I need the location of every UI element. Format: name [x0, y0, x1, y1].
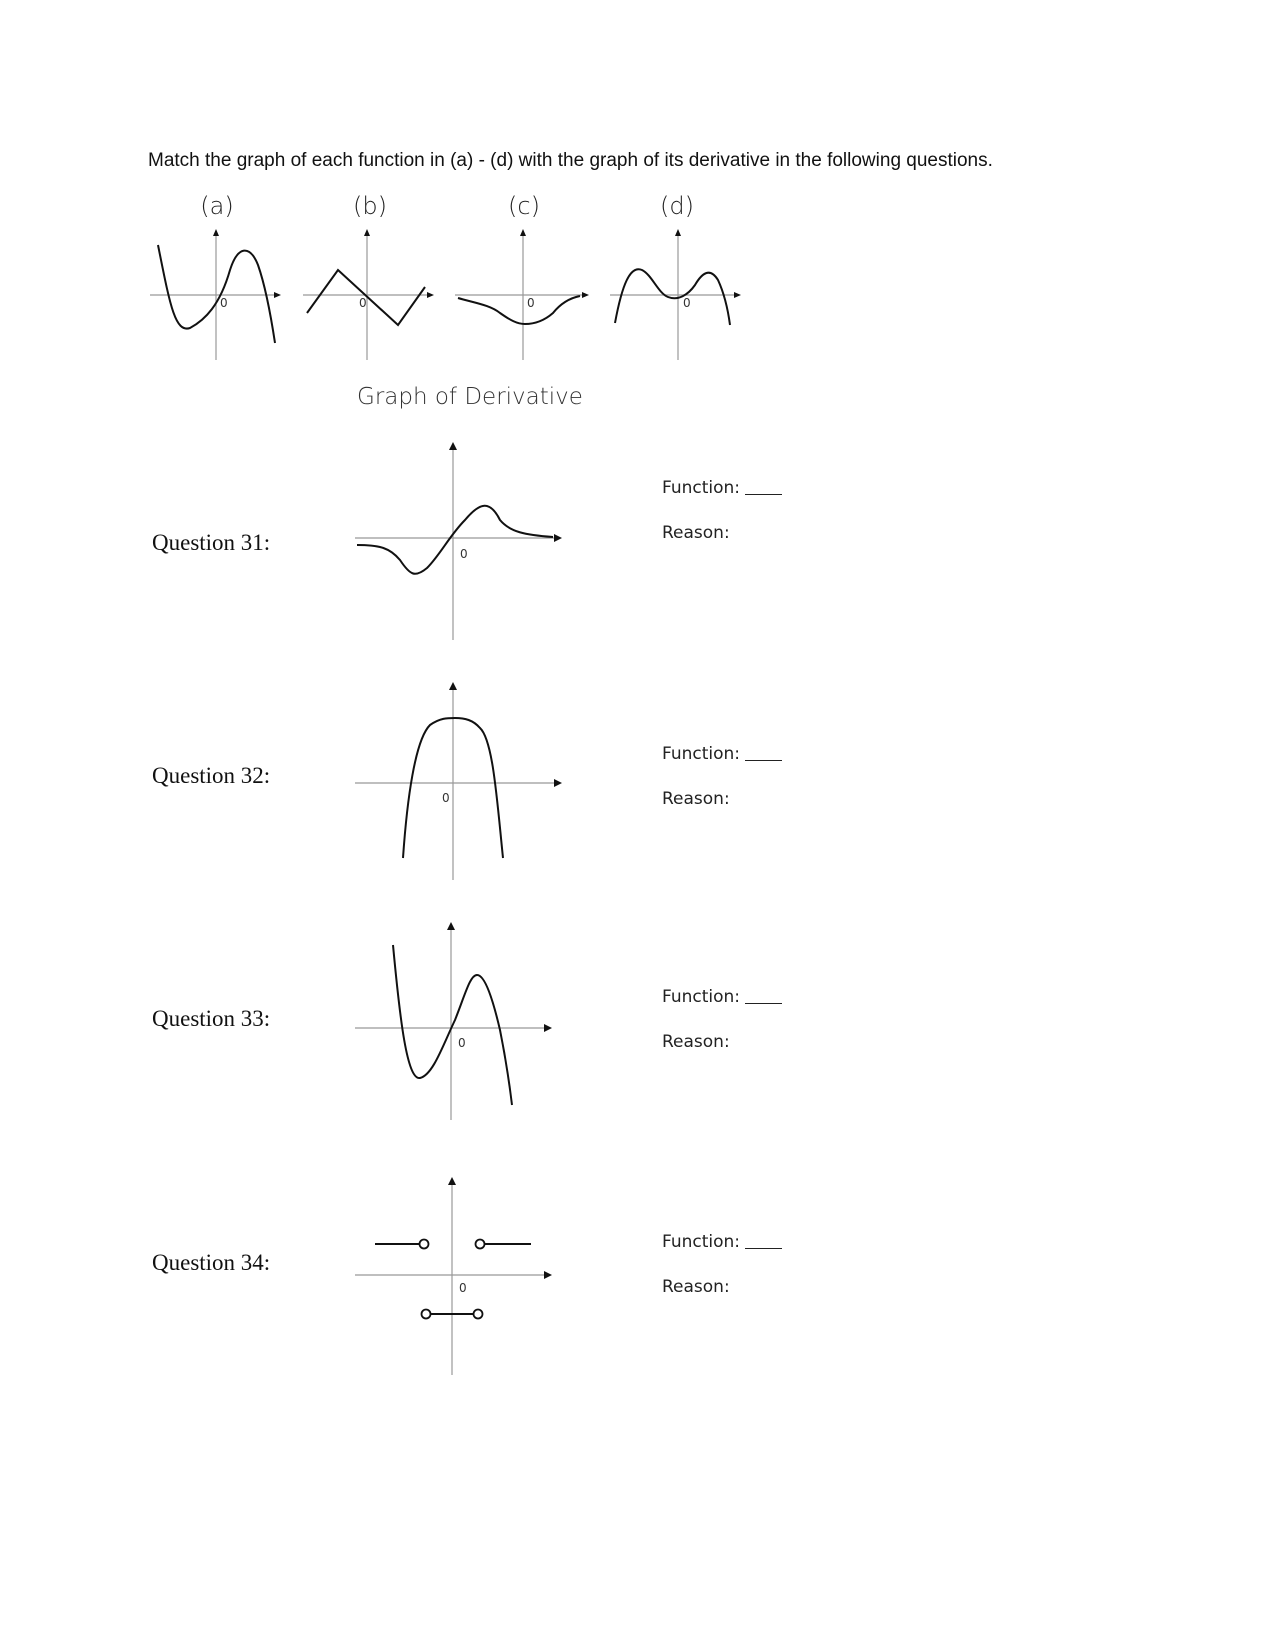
question-32-label: Question 32:: [152, 763, 271, 788]
question-34-function-label: Function:: [662, 1232, 741, 1252]
choice-label-c: (c): [508, 192, 540, 220]
choice-label-d: (d): [660, 192, 694, 220]
question-31-function-label: Function:: [662, 478, 741, 498]
question-33-function-label: Function:: [662, 987, 741, 1007]
question-31-reason-label: Reason:: [662, 523, 730, 543]
question-32-reason-label: Reason:: [662, 789, 730, 809]
question-34-label: Question 34:: [152, 1250, 271, 1275]
question-31-graph: [355, 440, 570, 650]
question-33-reason-label: Reason:: [662, 1032, 730, 1052]
choice-graph-a: [150, 225, 285, 365]
origin-label: 0: [683, 296, 691, 310]
question-34-graph: [355, 1175, 570, 1385]
question-34-reason-label: Reason:: [662, 1277, 730, 1297]
origin-label: 0: [442, 791, 450, 805]
question-33-function-blank[interactable]: [745, 1003, 782, 1004]
choice-graph-c: [455, 225, 595, 365]
choice-graph-b: [303, 225, 438, 365]
derivative-heading: Graph of Derivative: [357, 384, 583, 410]
question-32-function-blank[interactable]: [745, 760, 782, 761]
choice-label-a: (a): [200, 192, 234, 220]
origin-label: 0: [458, 1036, 466, 1050]
origin-label: 0: [220, 296, 228, 310]
question-32-function-label: Function:: [662, 744, 741, 764]
choice-label-b: (b): [353, 192, 387, 220]
origin-label: 0: [459, 1281, 467, 1295]
origin-label: 0: [460, 547, 468, 561]
question-34-function-blank[interactable]: [745, 1248, 782, 1249]
origin-label: 0: [359, 296, 367, 310]
question-32-graph: [355, 680, 570, 890]
origin-label: 0: [527, 296, 535, 310]
question-33-graph: [355, 920, 570, 1130]
instructions-text: Match the graph of each function in (a) - (d) with the graph of its derivative in the following questions.: [148, 150, 993, 171]
question-31-function-blank[interactable]: [745, 494, 782, 495]
choice-graph-d: [610, 225, 750, 365]
question-31-label: Question 31:: [152, 530, 271, 555]
question-33-label: Question 33:: [152, 1006, 271, 1031]
